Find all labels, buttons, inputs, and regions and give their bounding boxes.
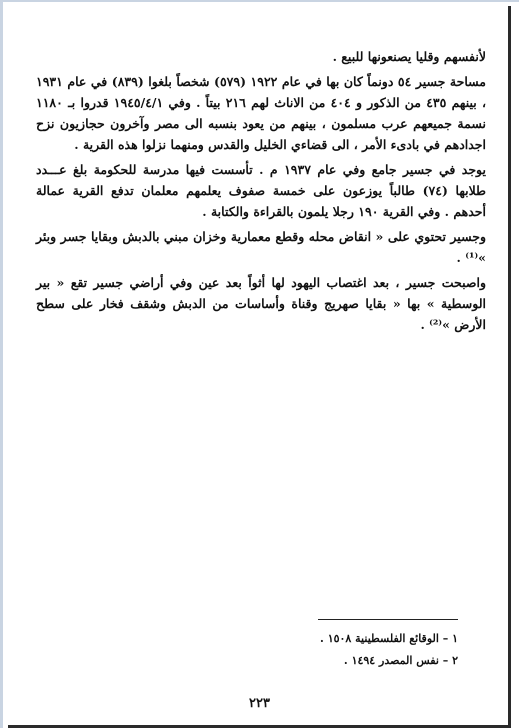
footnote-2: ٢ – نفس المصدر ١٤٩٤ . — [343, 654, 458, 667]
paragraph: وجسير تحتوي على « انقاض محله وقطع معمارية وخزان مبني بالدبش وبقايا جسر وبئر »⁽¹⁾ . — [36, 229, 486, 265]
footnotes — [248, 628, 458, 672]
scanned-page — [8, 6, 511, 728]
paragraph: واصبحت جسير ، بعد اغتصاب اليهود لها أثواً بعد عين وفي أراضي جسير تقع « بير الوسطية » بها « بقايا صهريج وقناة وأساسات من الدبش وشقف فخار على سطح الأرض »⁽²⁾ . — [36, 275, 486, 332]
footnote-1: ١ – الوقائع الفلسطينية ١٥٠٨ . — [320, 632, 458, 645]
paragraph: مساحة جسير ٥٤ دونماً كان بها في عام ١٩٢٢ (٥٧٩) شخصاً بلغوا (٨٣٩) في عام ١٩٣١ ، بينهم ٤٣٥ من الذكور و ٤٠٤ من الاناث لهم ٢١٦ بيتاً . وفي ١٩٤٥/٤/١ قدروا بـ ١١٨٠ نسمة جميعهم عرب مسلمون ، بينهم من يعود بنسبه الى مصر وآخرون حجازيون نزح اجدادهم في بادىء الأمر ، الى قضاءي الخليل والقدس ومنهما نزلوا هذه القرية . — [36, 74, 486, 152]
page-number: ٢٢٣ — [249, 696, 270, 711]
main-text — [36, 46, 486, 339]
paragraph: لأنفسهم وقليا يصنعونها للبيع . — [332, 49, 486, 64]
paragraph: يوجد في جسير جامع وفي عام ١٩٣٧ م . تأسست فيها مدرسة للحكومة بلغ عـــدد طلابها (٧٤) طالباً يوزعون على خمسة صفوف يعلمهم معلمان تدفع القرية عمالة أحدهم . وفي القرية ١٩٠ رجلا يلمون بالقراءة والكتابة . — [36, 162, 486, 219]
footnote-divider — [318, 619, 458, 620]
